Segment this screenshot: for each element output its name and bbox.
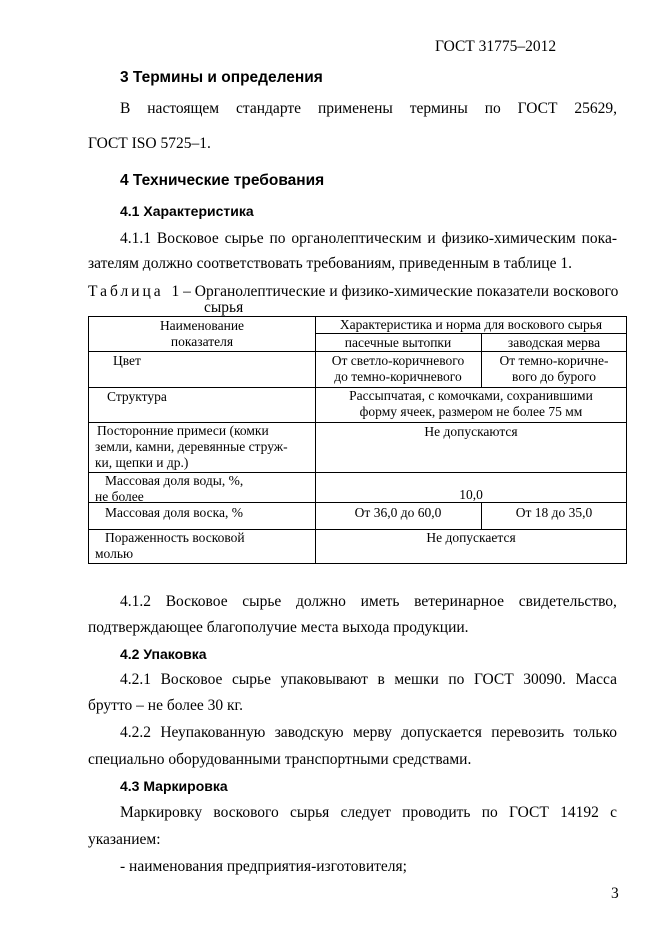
word: в: [377, 671, 385, 688]
word: допускается: [401, 724, 482, 741]
row-color-factory: [481, 353, 627, 385]
paragraph-4-2-1-line1: [120, 671, 617, 689]
word: воскового: [213, 804, 279, 821]
header-factory-slumgum: заводская мерва: [507, 335, 601, 350]
section-4-title: 4 Технические требования: [120, 172, 325, 189]
cell-text: форму ячеек, размером не более 75 мм: [359, 404, 583, 419]
row-name-moisture: [95, 473, 243, 505]
word: должно: [296, 593, 346, 610]
word: применены: [317, 100, 393, 117]
table-caption-text: 1 – Органолептические и физико-химические показатели воскового: [171, 283, 619, 300]
cell-text: не более: [95, 489, 144, 504]
word: В: [120, 100, 131, 117]
paragraph-4-2-1-line2: брутто – не более 30 кг.: [88, 697, 244, 714]
subsection-4-3-title: 4.3 Маркировка: [120, 778, 228, 794]
word: 4.2.1: [120, 671, 151, 688]
word: 25629,: [574, 100, 617, 117]
word: свидетельство,: [518, 593, 617, 610]
word: ГОСТ: [509, 804, 549, 821]
table-caption-line2: сырья: [204, 299, 244, 316]
cell-text: От светло-коричневого: [331, 353, 465, 368]
page-number: 3: [611, 885, 619, 902]
table-rule: [315, 333, 627, 334]
section-3-paragraph-line2: ГОСТ ISO 5725–1.: [88, 135, 211, 152]
word: Восковое: [160, 671, 223, 688]
document-id: ГОСТ 31775–2012: [435, 38, 557, 55]
row-wax-content-factory: От 18 до 35,0: [515, 505, 593, 520]
word: Маркировку: [120, 804, 203, 821]
word: следует: [340, 804, 391, 821]
word: 14192: [560, 804, 599, 821]
word: только: [573, 724, 617, 741]
paragraph-4-3-line1: [120, 804, 617, 822]
table-caption-label: Таблица: [88, 283, 164, 300]
word: сырье: [232, 671, 272, 688]
word: 4.2.2: [120, 724, 151, 741]
paragraph-4-3-line2: указанием:: [88, 831, 161, 848]
word: по: [481, 804, 498, 821]
word: сырья: [290, 804, 330, 821]
subsection-4-2-title: 4.2 Упаковка: [120, 646, 207, 662]
word: проводить: [402, 804, 471, 821]
word: заводскую: [274, 724, 344, 741]
cell-text: до темно-коричневого: [334, 369, 462, 384]
word: Неупакованную: [160, 724, 266, 741]
cell-text: ки, щепки и др.): [95, 455, 189, 470]
word: настоящем: [147, 100, 220, 117]
word: иметь: [360, 593, 400, 610]
header-characteristic-group: Характеристика и норма для воскового сырья: [339, 317, 603, 332]
word: 4.1.2: [120, 593, 151, 610]
row-wax-content-apiary: От 36,0 до 60,0: [354, 505, 442, 520]
row-color-apiary: [315, 353, 481, 385]
paragraph-4-1-1-line2: зателям должно соответствовать требованиям, приведенным в таблице 1.: [88, 255, 572, 272]
cell-text: Пораженность восковой: [105, 530, 245, 545]
word: мерву: [352, 724, 392, 741]
row-name-wax-content: Массовая доля воска, %: [105, 505, 243, 520]
word: с: [610, 804, 617, 821]
row-foreign-matter-value: Не допускаются: [424, 424, 518, 439]
word: Восковое: [165, 593, 228, 610]
cell-text: Посторонние примеси (комки: [97, 423, 269, 438]
word: перевозить: [491, 724, 565, 741]
header-apiary-rendering: пасечные вытопки: [344, 335, 452, 350]
cell-text: вого до бурого: [512, 369, 596, 384]
row-moisture-value: 10,0: [459, 487, 483, 502]
marking-list-item: - наименования предприятия-изготовителя;: [120, 858, 407, 875]
word: термины: [409, 100, 468, 117]
word: по: [448, 671, 465, 688]
paragraph-4-2-2-line2: специально оборудованными транспортными средствами.: [88, 751, 472, 768]
word: по: [484, 100, 501, 117]
section-3-title: 3 Термины и определения: [120, 69, 323, 86]
word: упаковывают: [280, 671, 368, 688]
row-structure-value: [315, 388, 627, 420]
word: мешки: [394, 671, 439, 688]
word: стандарте: [236, 100, 302, 117]
header-indicator-name: [89, 318, 315, 350]
word: сырье: [242, 593, 282, 610]
table-caption-line1: [88, 283, 618, 301]
paragraph-4-2-2-line1: [120, 724, 617, 742]
data-table: [88, 316, 627, 564]
cell-text: От темно-коричне-: [499, 353, 609, 368]
word: Масса: [575, 671, 617, 688]
header-text: показателя: [170, 334, 234, 349]
paragraph-4-1-1-line1: 4.1.1 Восковое сырье по органолептическим и физико-химическим пока-: [120, 230, 617, 247]
word: 30090.: [523, 671, 566, 688]
row-name-foreign-matter: [95, 423, 288, 471]
row-name-structure: Структура: [107, 389, 167, 404]
word: ветеринарное: [414, 593, 505, 610]
word: ГОСТ: [517, 100, 558, 117]
cell-text: Массовая доля воды, %,: [105, 473, 244, 488]
header-text: Наименование: [159, 318, 245, 333]
row-wax-moth-value: Не допускается: [426, 530, 516, 545]
subsection-4-1-title: 4.1 Характеристика: [120, 203, 254, 219]
word: ГОСТ: [473, 671, 514, 688]
cell-text: земли, камни, деревянные струж-: [95, 439, 288, 454]
row-name-wax-moth: [95, 530, 245, 562]
cell-text: молью: [95, 546, 134, 561]
row-name-color: Цвет: [113, 353, 141, 368]
cell-text: Рассыпчатая, с комочками, сохранившими: [349, 388, 593, 403]
section-3-paragraph-line1: [120, 100, 617, 118]
paragraph-4-1-2-line2: подтверждающее благополучие места выхода продукции.: [88, 619, 469, 636]
paragraph-4-1-2-line1: [120, 593, 617, 611]
table-rule: [89, 351, 627, 352]
